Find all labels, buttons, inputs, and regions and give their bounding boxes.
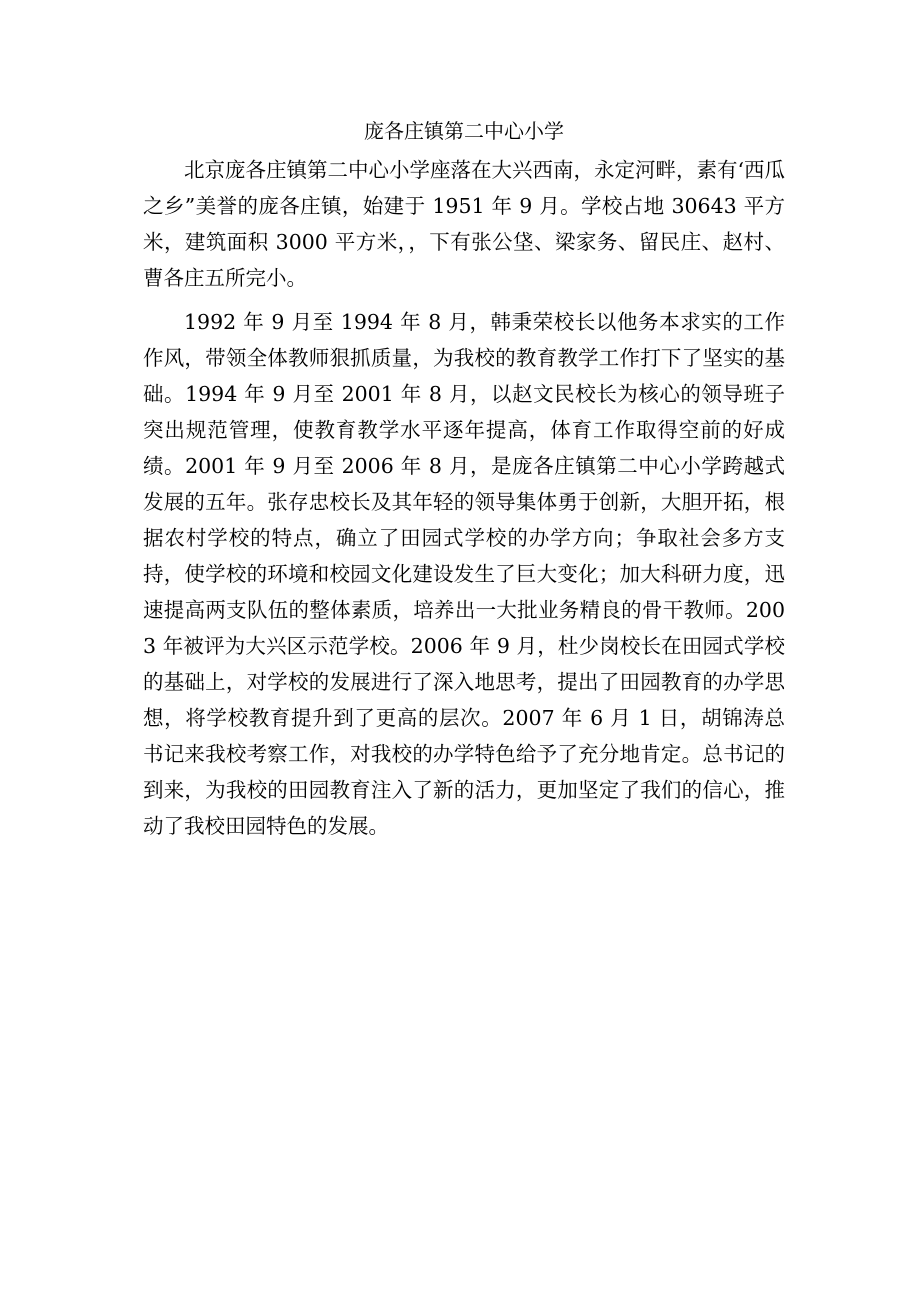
paragraph-school-history: 1992 年 9 月至 1994 年 8 月，韩秉荣校长以他务本求实的工作作风，带领全体教师狠抓质量，为我校的教育教学工作打下了坚实的基础。1994 年 9 月至 2001 年 8 月，以赵文民校长为核心的领导班子突出规范管理，使教育教学水平逐年提高，体育工作取得空前的好成绩。2001 年 9 月至 2006 年 8 月，是庞各庄镇第二中心小学跨越式发展的五年。张存忠校长及其年轻的领导集体勇于创新，大胆开拓，根据农村学校的特点，确立了田园式学校的办学方向；争取社会多方支持，使学校的环境和校园文化建设发生了巨大变化；加大科研力度，迅速提高两支队伍的整体素质，培养出一大批业务精良的骨干教师。2003 年被评为大兴区示范学校。2006 年 9 月，杜少岗校长在田园式学校的基础上，对学校的发展进行了深入地思考，提出了田园教育的办学思想，将学校教育提升到了更高的层次。2007 年 6 月 1 日，胡锦涛总书记来我校考察工作，对我校的办学特色给予了充分地肯定。总书记的到来，为我校的田园教育注入了新的活力，更加坚定了我们的信心，推动了我校田园特色的发展。 (143, 310, 785, 838)
document-title: 庞各庄镇第二中心小学 (364, 119, 564, 143)
paragraph-school-intro: 北京庞各庄镇第二中心小学座落在大兴西南，永定河畔，素有‘西瓜之乡”美誉的庞各庄镇，始建于 1951 年 9 月。学校占地 30643 平方米，建筑面积 3000 平方米，，下有张公垡、梁家务、留民庄、赵村、曹各庄五所完小。 (143, 158, 786, 290)
document-body (143, 111, 785, 844)
